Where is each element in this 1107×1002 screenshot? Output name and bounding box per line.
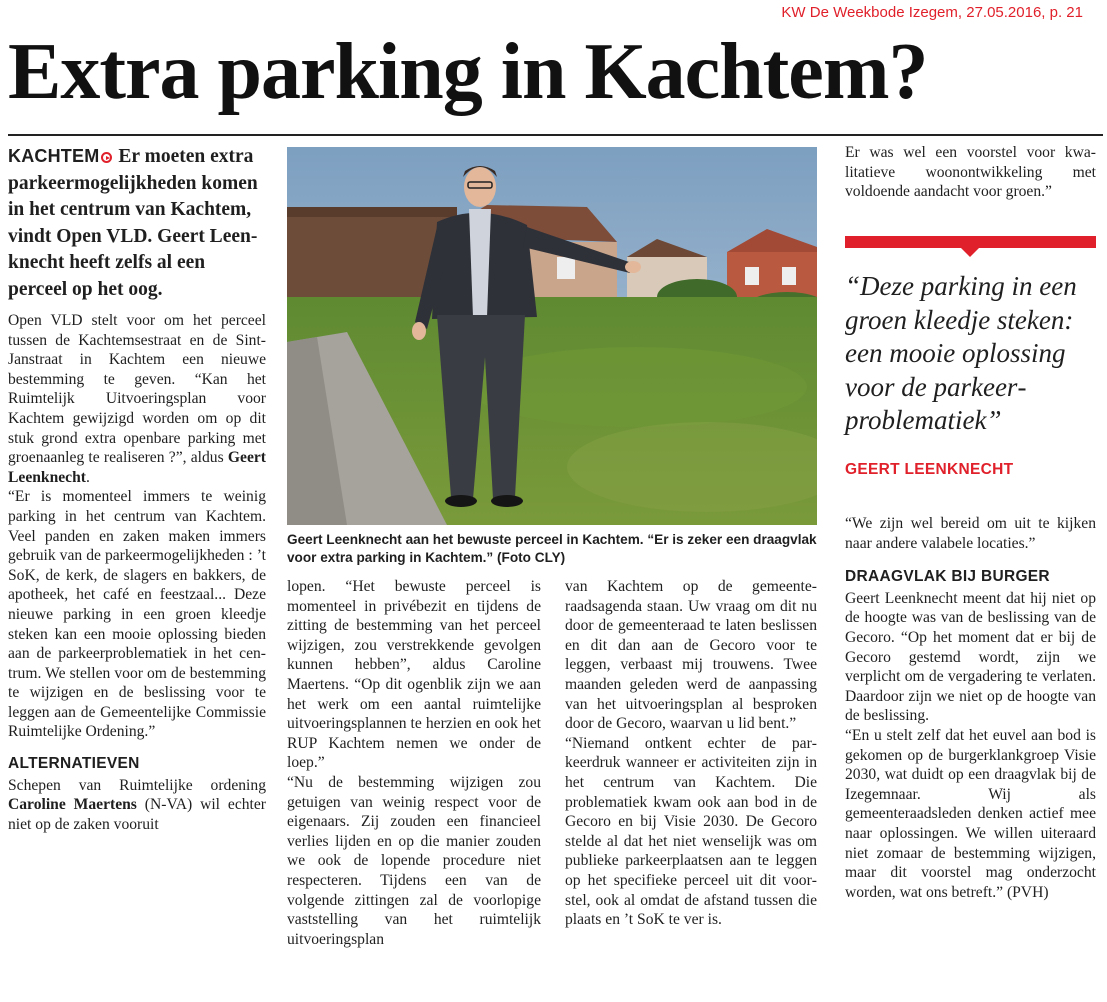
paragraph [8, 311, 266, 487]
paragraph: “En u stelt zelf dat het euvel aan bod is gekomen op de burgerklankgroep Visie 2030, wat duidt op een draagvlak bij de Izegemnaar. Wij als gemeenteraadsleden denken actief mee naar oplossingen. We willen uiteraard niet zomaar de bestemming wijzigen, maar dit voorstel mag onderzocht worden, wat ons betreft.” (PVH) [845, 726, 1096, 901]
lead-paragraph [8, 143, 266, 303]
article-photo [287, 147, 817, 525]
column-4-top [845, 143, 1096, 202]
lead-text: Er moeten extra parkeermogelijkheden komen in het centrum van Kachtem, vindt Open VLD. Geert Leenknecht heeft zelfs al een perceel op het oog. [8, 146, 258, 300]
paragraph-text: Open VLD stelt voor om het perceel tussen de Kachtemsestraat en de Sint-Janstraat in Kachtem een nieuwe bestemming te geven. “Kan het Ruimtelijk Uitvoeringsplan voor Kachtem gewijzigd worden om op dit stuk grond extra openbare parking met groenaanleg te realiseren ?”, aldus [8, 312, 266, 467]
column-2 [287, 577, 541, 949]
column-4-bottom [845, 514, 1096, 902]
quote-bar [845, 236, 1096, 248]
play-arrow-icon [101, 152, 112, 163]
paragraph: van Kachtem op de gemeenteraadsagenda staan. Uw vraag om dit nu door de gemeenteraad te laten beslissen en dit dan aan de Gecoro voor te leggen, verbaast mij trouwens. Twee maanden geleden werd de aanpassing van het uitvoeringsplan al besproken door de Gecoro, waarvan u lid bent.” [565, 578, 817, 733]
paragraph-text: (N-VA) wil echter niet op de zaken vooruit [8, 796, 266, 833]
paragraph [8, 776, 266, 835]
paragraph: “We zijn wel bereid om uit te kijken naar andere valabele locaties.” [845, 515, 1096, 552]
person-name: Geert Leenknecht [8, 449, 266, 486]
quote-author: GEERT LEENKNECHT [845, 461, 1014, 478]
paragraph: “Niemand ontkent echter de parkeerdruk wanneer er activiteiten zijn in het centrum van Kachtem. Die problematiek kwam ook aan bod in de Gecoro en bij Visie 2030. De Gecoro stelde al dat het niet wenselijk was om publieke parkeerplaatsen aan te leggen op het specifieke perceel uit dit voorstel, ook al omdat de afstand tussen die plaats en ’t SoK te ver is. [565, 734, 817, 929]
pull-quote: “Deze parking in een groen kleedje steken: een mooie oplossing voor de parkeerproblematiek” [845, 271, 1077, 435]
quote-notch [961, 248, 979, 257]
person-name: Caroline Maertens [8, 796, 137, 814]
subhead-alternatieven: ALTERNATIEVEN [8, 755, 140, 773]
paragraph: “Nu de bestemming wijzigen zou getuigen van weinig respect voor de eigenaars. Zij zouden een financieel verlies lijden en op die manier zouden we ook de lopende procedure niet respecteren. Tijdens een van de volgende zittingen zal de voorlopige vaststelling van het ruimtelijk uitvoeringsplan [287, 773, 541, 948]
source-line: KW De Weekbode Izegem, 27.05.2016, p. 21 [781, 4, 1083, 21]
headline-rule [8, 134, 1103, 136]
paragraph: “Er is momenteel immers te weinig parking in het centrum van Kachtem. Veel panden en zaken maken immers gebruik van de parkeermogelijkheden : ’t SoK, de kerk, de slagers en bakkers, de apotheek, het café en feestzaal... Deze nieuwe parking in een groen kleedje steken kan een mooie oplossing bieden aan de parkeerproblematiek in het centrum. We stellen voor om de bestemming te wijzigen en de beslissing voor te leggen aan de Gemeentelijke Commissie Ruimtelijke Ordening.” [8, 488, 266, 741]
column-1 [8, 143, 266, 834]
paragraph: Er was wel een voorstel voor kwalitatieve woonontwikkeling met voldoende aandacht voor groen.” [845, 144, 1096, 201]
kicker-location: KACHTEM [8, 146, 100, 166]
photo-caption: Geert Leenknecht aan het bewuste perceel in Kachtem. “Er is zeker een draagvlak voor extra parking in Kachtem.” (Foto CLY) [287, 532, 817, 565]
paragraph: lopen. “Het bewuste perceel is momenteel in privébezit en tijdens de zitting de bestemming van het perceel wijzigen, zou verstrekkende gevolgen kunnen hebben”, aldus Caroline Maertens. “Op dit ogenblik zijn we aan het werk om een aantal ruimtelijke uitvoeringsplannen te herzien en ook het RUP Kachtem nemen we onder de loep.” [287, 578, 541, 772]
column-3 [565, 577, 817, 930]
paragraph: Geert Leenknecht meent dat hij niet op de hoogte was van de beslissing van de Gecoro. “Op het moment dat er bij de Gecoro gestemd wordt, zijn we verplicht om de vergadering te verlaten. Daardoor zijn we niet op de hoogte van de beslissing. [845, 589, 1096, 725]
headline: Extra parking in Kachtem? [8, 28, 928, 116]
paragraph-text: . [85, 468, 90, 486]
subhead-draagvlak: DRAAGVLAK BIJ BURGER [845, 568, 1050, 586]
paragraph-text: Schepen van Ruimtelijke ordening [8, 776, 266, 794]
